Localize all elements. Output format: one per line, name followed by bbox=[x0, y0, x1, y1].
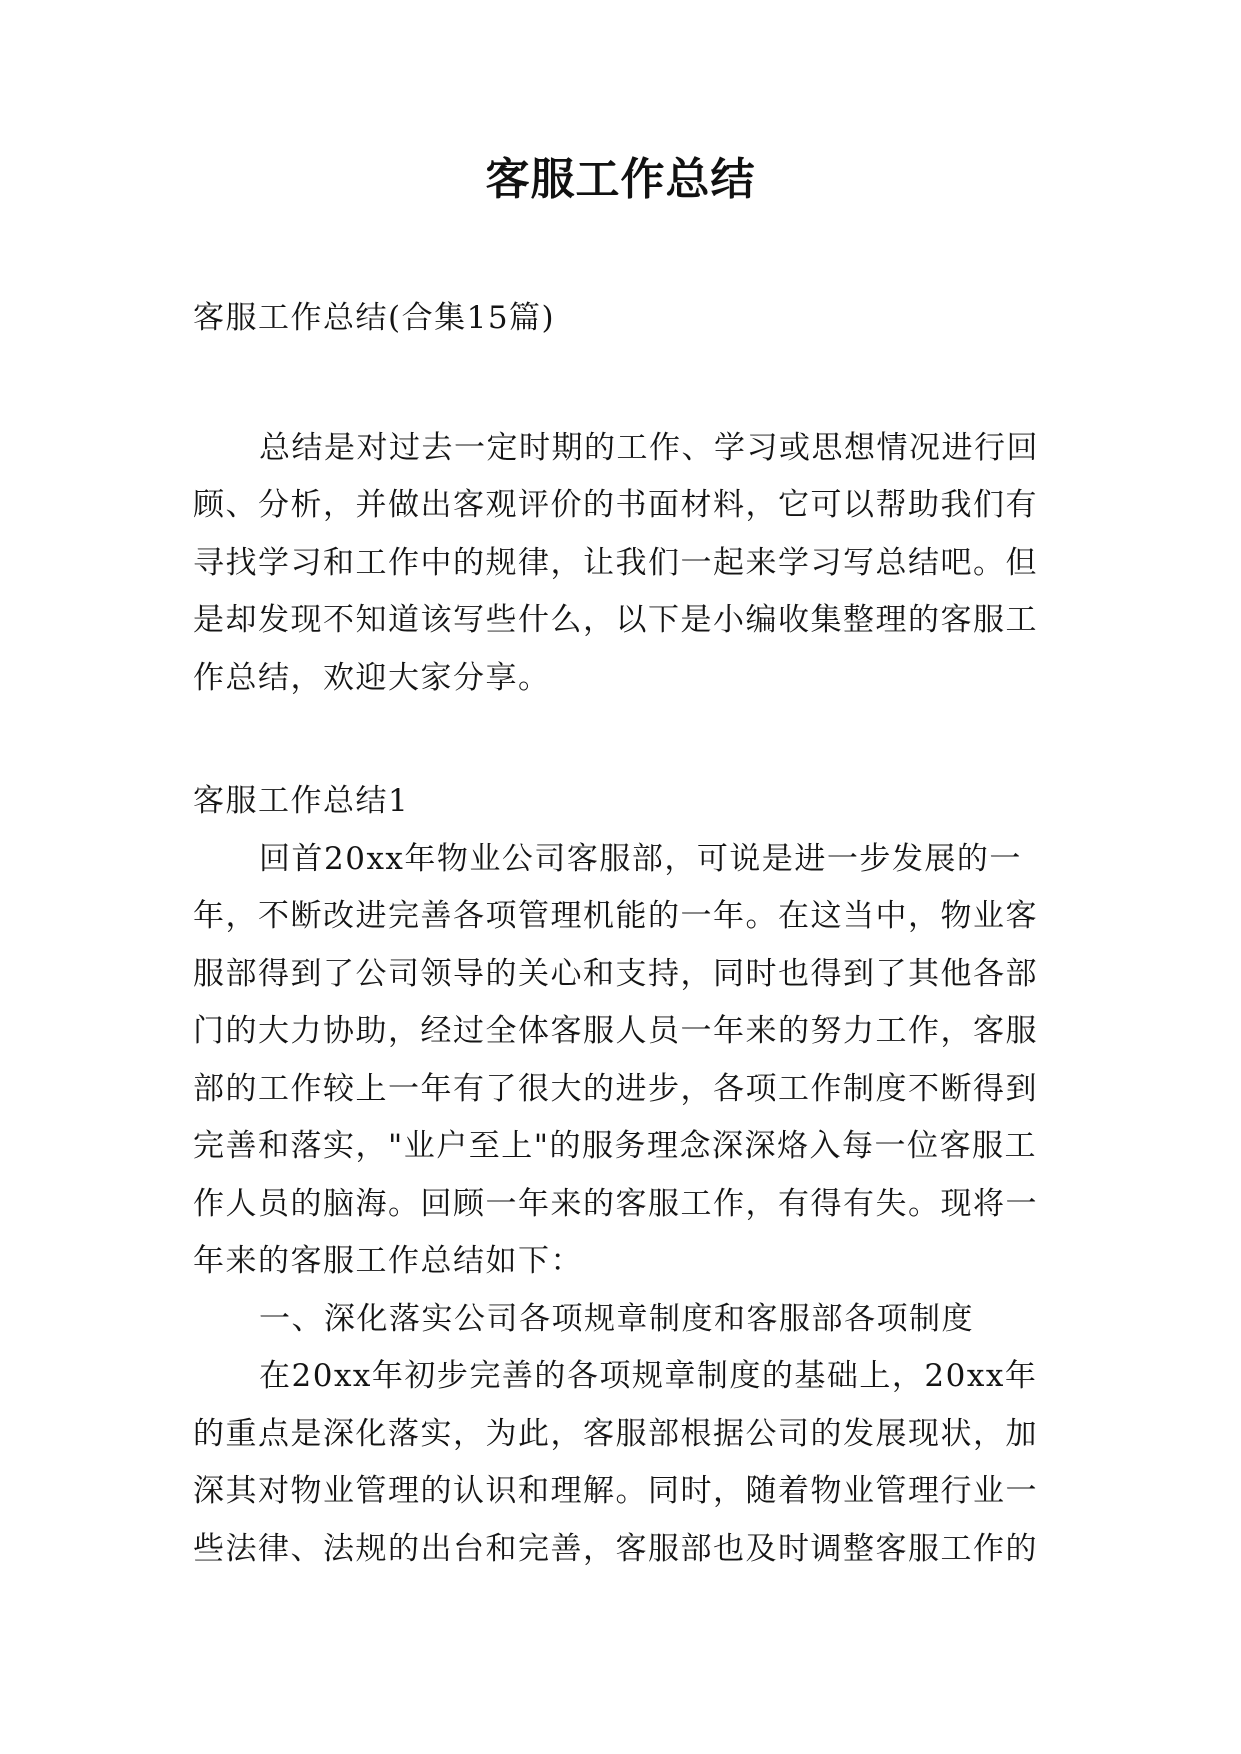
intro-line: 作总结，欢迎大家分享。 bbox=[193, 659, 551, 696]
section-line: 回首20xx年物业公司客服部，可说是进一步发展的一 bbox=[259, 840, 1022, 877]
intro-line: 是却发现不知道该写些什么，以下是小编收集整理的客服工 bbox=[193, 602, 1038, 638]
section-line: 年来的客服工作总结如下： bbox=[193, 1243, 583, 1279]
section-line: 年，不断改进完善各项管理机能的一年。在这当中，物业客 bbox=[193, 898, 1038, 934]
intro-paragraph bbox=[193, 420, 1053, 708]
spacer bbox=[193, 707, 1053, 773]
section-line: 服部得到了公司领导的关心和支持，同时也得到了其他各部 bbox=[193, 955, 1038, 992]
intro-line: 总结是对过去一定时期的工作、学习或思想情况进行回 bbox=[259, 429, 1039, 466]
subsection-line: 些法律、法规的出台和完善，客服部也及时调整客服工作的 bbox=[193, 1530, 1038, 1567]
subheading: 一、深化落实公司各项规章制度和客服部各项制度 bbox=[259, 1300, 974, 1337]
subsection-line: 深其对物业管理的认识和理解。同时，随着物业管理行业一 bbox=[193, 1473, 1038, 1509]
document-body bbox=[193, 290, 1053, 1578]
document-subtitle: 客服工作总结(合集15篇) bbox=[193, 300, 556, 336]
document-title: 客服工作总结 bbox=[485, 154, 756, 205]
section-line: 作人员的脑海。回顾一年来的客服工作，有得有失。现将一 bbox=[193, 1185, 1038, 1222]
intro-line: 顾、分析，并做出客观评价的书面材料，它可以帮助我们有 bbox=[193, 487, 1038, 523]
section-paragraph bbox=[193, 831, 1053, 1291]
spacer bbox=[193, 348, 1053, 420]
section-line: 完善和落实，"业户至上"的服务理念深深烙入每一位客服工 bbox=[193, 1128, 1038, 1164]
intro-line: 寻找学习和工作中的规律，让我们一起来学习写总结吧。但 bbox=[193, 544, 1038, 581]
subsection-paragraph bbox=[193, 1348, 1053, 1578]
section-line: 门的大力协助，经过全体客服人员一年来的努力工作，客服 bbox=[193, 1013, 1038, 1049]
subsection-line: 在20xx年初步完善的各项规章制度的基础上，20xx年 bbox=[259, 1358, 1038, 1394]
section-heading: 客服工作总结1 bbox=[193, 783, 410, 819]
section-line: 部的工作较上一年有了很大的进步，各项工作制度不断得到 bbox=[193, 1070, 1038, 1107]
subsection-line: 的重点是深化落实，为此，客服部根据公司的发展现状，加 bbox=[193, 1415, 1038, 1452]
